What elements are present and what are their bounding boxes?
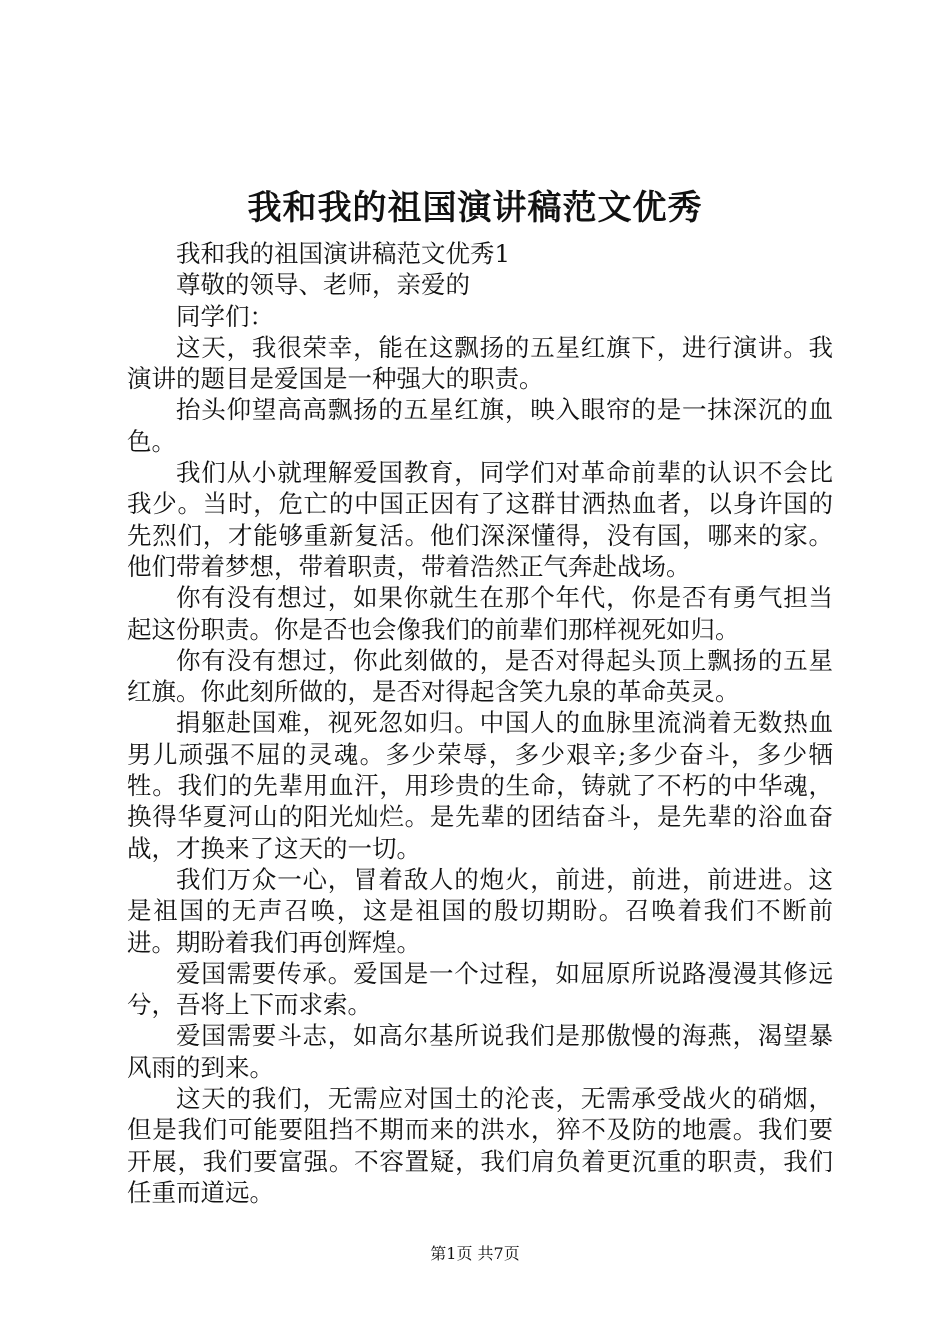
document-body — [127, 238, 833, 1208]
paragraph: 这天的我们，无需应对国土的沦丧，无需承受战火的硝烟，但是我们可能要阻挡不期而来的洪水，猝不及防的地震。我们要开展，我们要富强。不容置疑，我们肩负着更沉重的职责，我们任重而道远。 — [127, 1084, 833, 1207]
paragraph: 捐躯赴国难，视死忽如归。中国人的血脉里流淌着无数热血男儿顽强不屈的灵魂。多少荣辱，多少艰辛;多少奋斗，多少牺牲。我们的先辈用血汗，用珍贵的生命，铸就了不朽的中华魂，换得华夏河山的阳光灿烂。是先辈的团结奋斗，是先辈的浴血奋战，才换来了这天的一切。 — [127, 708, 833, 863]
paragraph: 同学们： — [176, 301, 274, 331]
page-footer: 第1页 共7页 — [430, 1244, 520, 1263]
paragraph: 我和我的祖国演讲稿范文优秀1 — [176, 239, 511, 268]
paragraph: 尊敬的领导、老师，亲爱的 — [176, 270, 470, 300]
paragraph: 爱国需要斗志，如高尔基所说我们是那傲慢的海燕，渴望暴风雨的到来。 — [127, 1021, 833, 1082]
paragraph: 你有没有想过，如果你就生在那个年代，你是否有勇气担当起这份职责。你是否也会像我们的前辈们那样视死如归。 — [127, 583, 833, 644]
paragraph: 抬头仰望高高飘扬的五星红旗，映入眼帘的是一抹深沉的血色。 — [127, 395, 833, 456]
document-title: 我和我的祖国演讲稿范文优秀 — [247, 188, 703, 228]
paragraph: 你有没有想过，你此刻做的，是否对得起头顶上飘扬的五星红旗。你此刻所做的，是否对得起含笑九泉的革命英灵。 — [127, 645, 833, 707]
paragraph: 我们万众一心，冒着敌人的炮火，前进，前进，前进进。这是祖国的无声召唤，这是祖国的殷切期盼。召唤着我们不断前进。期盼着我们再创辉煌。 — [127, 864, 833, 957]
paragraph: 爱国需要传承。爱国是一个过程，如屈原所说路漫漫其修远兮，吾将上下而求索。 — [127, 958, 833, 1020]
paragraph: 这天，我很荣幸，能在这飘扬的五星红旗下，进行演讲。我演讲的题目是爱国是一种强大的职责。 — [127, 332, 833, 394]
paragraph: 我们从小就理解爱国教育，同学们对革命前辈的认识不会比我少。当时，危亡的中国正因有了这群甘洒热血者，以身许国的先烈们，才能够重新复活。他们深深懂得，没有国，哪来的家。他们带着梦想，带着职责，带着浩然正气奔赴战场。 — [127, 458, 833, 581]
